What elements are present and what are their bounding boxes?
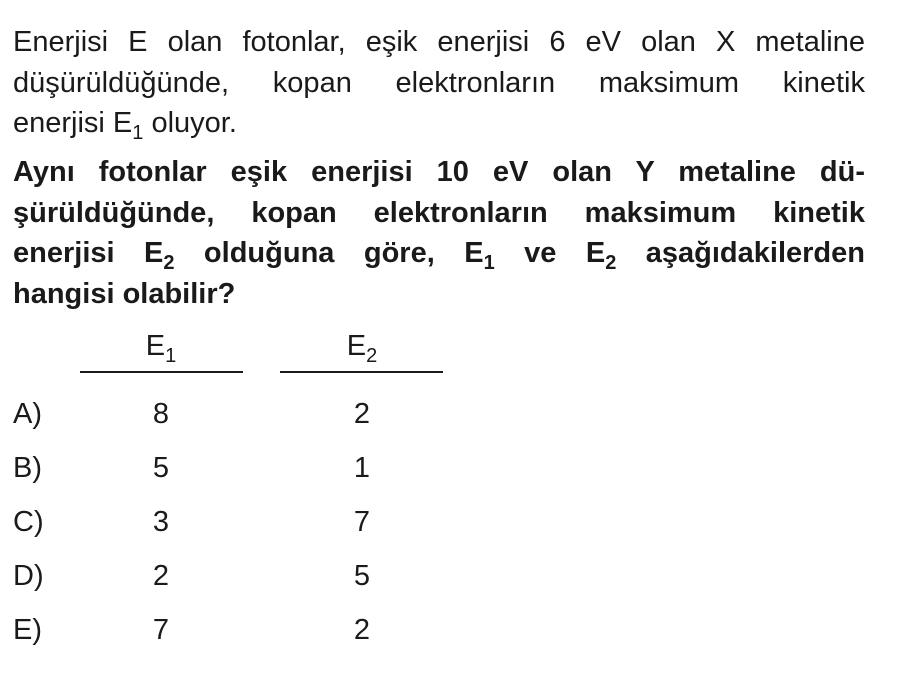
subscript: 1	[483, 252, 495, 274]
prompt-line-1	[13, 152, 865, 193]
option-e1-value: 8	[152, 398, 170, 430]
option-e1-value: 3	[152, 506, 170, 538]
option-e2-value: 1	[353, 452, 371, 484]
prompt-line-3	[13, 233, 865, 274]
stem-line-1	[13, 22, 865, 63]
stem-text: Enerjisi E olan fotonlar, eşik enerjisi 6 eV olan X metaline	[13, 26, 865, 58]
option-label: E)	[13, 614, 42, 646]
stem-text: oluyor.	[143, 107, 237, 139]
option-label: B)	[13, 452, 42, 484]
option-row-b[interactable]	[0, 452, 921, 492]
prompt-text: Aynı fotonlar eşik enerjisi 10 eV olan Y metaline dü-	[13, 156, 865, 188]
option-row-d[interactable]	[0, 560, 921, 600]
question-stem	[13, 22, 865, 144]
column-header-e2	[302, 330, 422, 367]
header-symbol: E	[145, 330, 166, 362]
option-row-c[interactable]	[0, 506, 921, 546]
header-underline-e2	[280, 371, 443, 373]
stem-text: düşürüldüğünde, kopan elektronların maksimum kinetik	[13, 66, 865, 99]
option-row-e[interactable]	[0, 614, 921, 654]
option-e1-value: 7	[152, 614, 170, 646]
stem-text: enerjisi E	[13, 107, 133, 139]
subscript: 2	[605, 252, 617, 274]
question-prompt	[13, 152, 865, 314]
prompt-text: olduğuna göre, E	[174, 237, 484, 269]
prompt-text: şürüldüğünde, kopan elektronların maksimum kinetik	[13, 196, 865, 229]
header-underline-e1	[80, 371, 243, 373]
option-e1-value: 2	[152, 560, 170, 592]
stem-line-3	[13, 103, 865, 144]
prompt-text: hangisi olabilir?	[13, 277, 236, 310]
subscript: 1	[165, 345, 177, 367]
option-label: C)	[13, 506, 44, 538]
option-e2-value: 7	[353, 506, 371, 538]
column-header-e1	[101, 330, 221, 367]
prompt-text: enerjisi E	[13, 237, 164, 269]
header-symbol: E	[346, 330, 367, 362]
subscript: 2	[366, 345, 378, 367]
option-label: D)	[13, 560, 44, 592]
option-e2-value: 2	[353, 398, 371, 430]
subscript: 1	[132, 122, 144, 144]
option-e2-value: 5	[353, 560, 371, 592]
option-e2-value: 2	[353, 614, 371, 646]
prompt-line-4	[13, 274, 865, 315]
option-label: A)	[13, 398, 42, 430]
prompt-text: ve E	[494, 237, 606, 269]
stem-line-2	[13, 63, 865, 104]
option-e1-value: 5	[152, 452, 170, 484]
option-row-a[interactable]	[0, 398, 921, 438]
prompt-text: aşağıdakilerden	[616, 237, 865, 269]
subscript: 2	[163, 252, 175, 274]
prompt-line-2	[13, 193, 865, 234]
